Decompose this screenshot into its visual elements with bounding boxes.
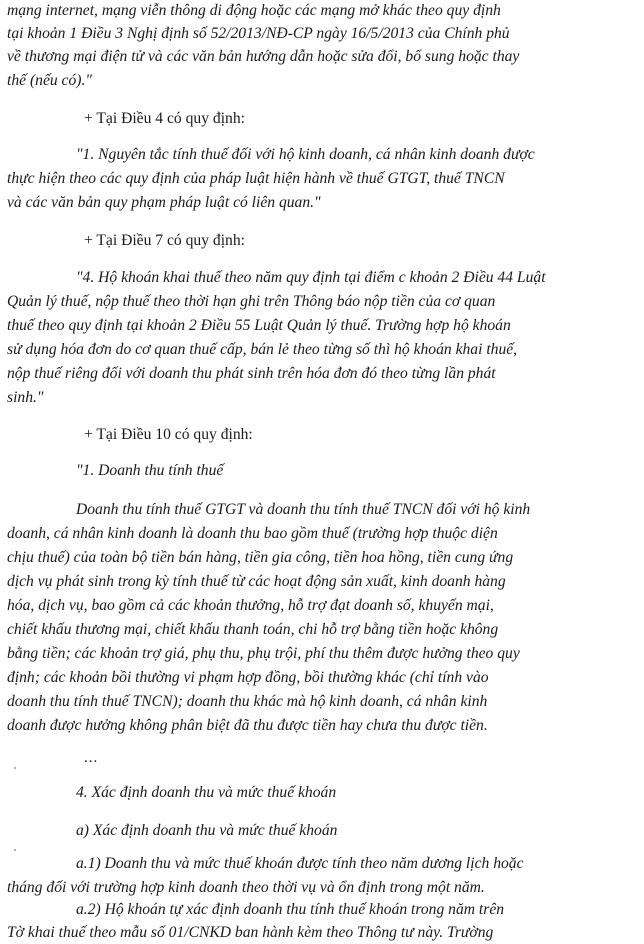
text-line: Tờ khai thuế theo mẫu số 01/CNKD ban hành kèm theo Thông tư này. Trường (7, 924, 494, 941)
text-line: và các văn bản quy phạm pháp luật có liên quan." (7, 194, 321, 212)
article-10-heading: + Tại Điều 10 có quy định: (84, 426, 253, 444)
text-line: tháng đối với trường hợp kinh doanh theo thời vụ và ổn định trong một năm. (7, 878, 485, 896)
text-line: bằng tiền; các khoản trợ giá, phụ thu, phụ trội, phí thu thêm được hưởng theo quy (7, 644, 520, 662)
section-4a-heading: a) Xác định doanh thu và mức thuế khoán (76, 821, 338, 839)
text-line: định; các khoản bồi thường vi phạm hợp đồng, bồi thường khác (chỉ tính vào (7, 668, 489, 686)
section-4-heading: 4. Xác định doanh thu và mức thuế khoán (76, 784, 337, 802)
text-line: "1. Nguyên tắc tính thuế đối với hộ kinh doanh, cá nhân kinh doanh được (76, 146, 535, 164)
text-line: thế (nếu có)." (7, 72, 92, 90)
text-line: Quản lý thuế, nộp thuế theo thời hạn ghi trên Thông báo nộp tiền của cơ quan (7, 292, 496, 310)
text-line: chiết khấu thương mại, chiết khấu thanh toán, chi hỗ trợ bằng tiền hoặc không (7, 620, 499, 638)
text-line: thực hiện theo các quy định của pháp luật hiện hành về thuế GTGT, thuế TNCN (7, 170, 505, 188)
text-line: dịch vụ phát sinh trong kỳ tính thuế từ các hoạt động sản xuất, kinh doanh hàng (7, 572, 506, 590)
text-line: doanh, cá nhân kinh doanh là doanh thu bao gồm thuế (trường hợp thuộc diện (7, 524, 498, 542)
article-10-subheading: "1. Doanh thu tính thuế (76, 462, 224, 480)
ellipsis: ... (84, 749, 99, 766)
article-4-heading: + Tại Điều 4 có quy định: (84, 109, 245, 127)
text-line: a.2) Hộ khoán tự xác định doanh thu tính thuế khoán trong năm trên (76, 900, 505, 918)
text-line: a.1) Doanh thu và mức thuế khoán được tính theo năm dương lịch hoặc (76, 854, 524, 872)
text-line: sử dụng hóa đơn do cơ quan thuế cấp, bán lẻ theo từng số thì hộ khoán khai thuế, (7, 340, 518, 358)
text-line: chịu thuế) của toàn bộ tiền bán hàng, tiền gia công, tiền hoa hồng, tiền cung ứng (7, 548, 514, 566)
text-line: "4. Hộ khoán khai thuế theo năm quy định tại điểm c khoản 2 Điều 44 Luật (76, 268, 546, 286)
text-line: tại khoản 1 Điều 3 Nghị định số 52/2013/NĐ-CP ngày 16/5/2013 của Chính phủ (7, 25, 510, 43)
text-line: thuế theo quy định tại khoản 2 Điều 55 Luật Quản lý thuế. Trường hợp hộ khoán (7, 316, 511, 334)
text-line: hóa, dịch vụ, bao gồm cả các khoản thưởng, hỗ trợ đạt doanh số, khuyến mại, (7, 596, 494, 614)
text-line: mạng internet, mạng viễn thông di động hoặc các mạng mở khác theo quy định (7, 2, 501, 19)
scan-speck (14, 849, 16, 851)
text-line: về thương mại điện tử và các văn bản hướng dẫn hoặc sửa đổi, bổ sung hoặc thay (7, 48, 520, 66)
text-line: doanh được hưởng không phân biệt đã thu được tiền hay chưa thu được tiền. (7, 717, 488, 735)
text-line: nộp thuế riêng đối với doanh thu phát sinh trên hóa đơn đó theo từng lần phát (7, 364, 496, 382)
text-line: Doanh thu tính thuế GTGT và doanh thu tính thuế TNCN đối với hộ kinh (76, 500, 531, 518)
text-line: sinh." (7, 388, 44, 406)
article-7-heading: + Tại Điều 7 có quy định: (84, 232, 245, 250)
text-line: doanh thu tính thuế TNCN); doanh thu khác mà hộ kinh doanh, cá nhân kinh (7, 693, 488, 711)
scan-speck (14, 767, 16, 769)
